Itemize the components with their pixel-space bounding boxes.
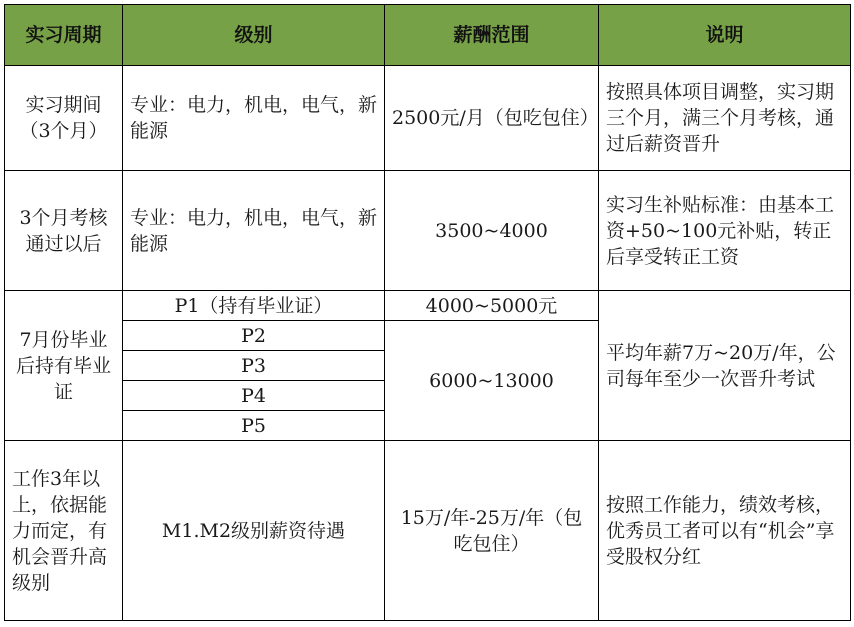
sublevel-p1: P1（持有毕业证） (123, 291, 385, 321)
level-cell: M1.M2级别薪资待遇 (123, 441, 385, 621)
salary-cell: 15万/年-25万/年（包吃包住） (385, 441, 599, 621)
table-row (5, 441, 851, 621)
sublevel-p3: P3 (123, 351, 385, 381)
salary-table (4, 4, 851, 621)
period-cell: 工作3年以上，依据能力而定，有机会晋升高级别 (5, 441, 123, 621)
header-salary: 薪酬范围 (385, 5, 599, 66)
period-cell: 7月份毕业后持有毕业证 (5, 291, 123, 441)
header-period: 实习周期 (5, 5, 123, 66)
salary-cell: 3500~4000 (385, 171, 599, 291)
note-cell: 按照具体项目调整，实习期三个月，满三个月考核，通过后薪资晋升 (599, 66, 851, 171)
header-note: 说明 (599, 5, 851, 66)
note-cell: 实习生补贴标准：由基本工资+50~100元补贴，转正后享受转正工资 (599, 171, 851, 291)
salary-cell: 2500元/月（包吃包住） (385, 66, 599, 171)
note-cell: 按照工作能力，绩效考核，优秀员工者可以有“机会”享受股权分红 (599, 441, 851, 621)
salary-cell-p2-p5: 6000~13000 (385, 321, 599, 441)
header-level: 级别 (123, 5, 385, 66)
table-row (5, 171, 851, 291)
level-cell: 专业：电力，机电，电气，新能源 (123, 66, 385, 171)
table-row (5, 66, 851, 171)
table-row (5, 291, 851, 321)
note-cell: 平均年薪7万~20万/年，公司每年至少一次晋升考试 (599, 291, 851, 441)
header-row (5, 5, 851, 66)
sublevel-p4: P4 (123, 381, 385, 411)
period-cell: 实习期间（3个月） (5, 66, 123, 171)
salary-cell-p1: 4000~5000元 (385, 291, 599, 321)
period-cell: 3个月考核通过以后 (5, 171, 123, 291)
sublevel-p2: P2 (123, 321, 385, 351)
sublevel-p5: P5 (123, 411, 385, 441)
level-cell: 专业：电力，机电，电气，新能源 (123, 171, 385, 291)
